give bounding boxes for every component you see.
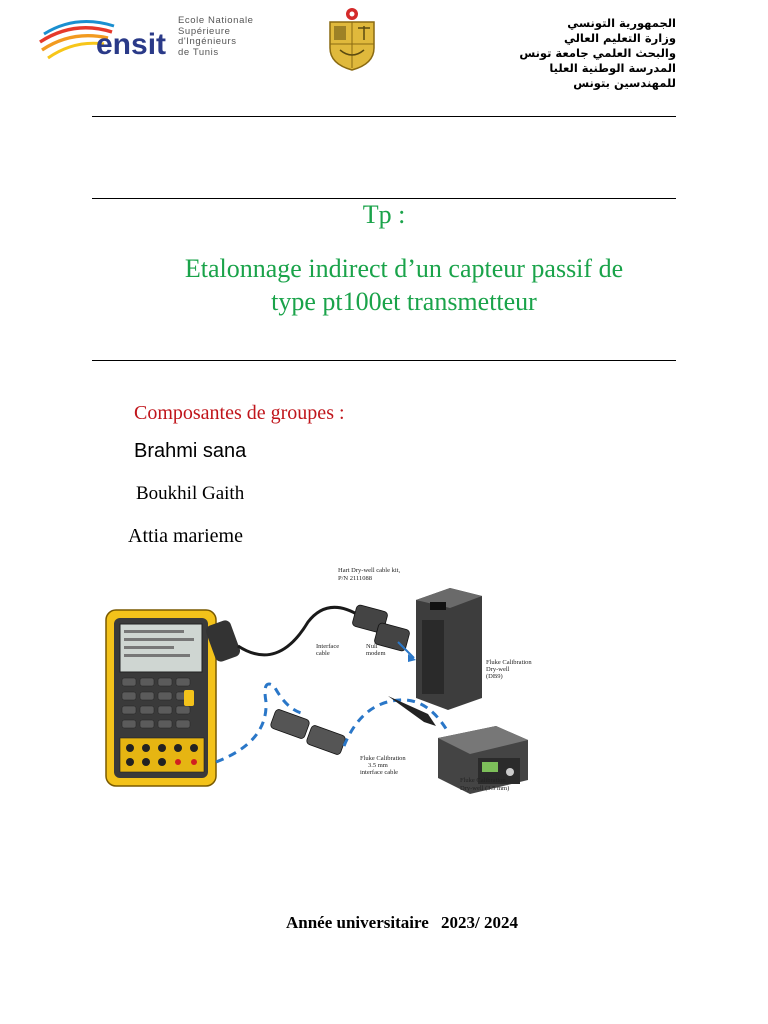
academic-year <box>0 913 768 933</box>
group-member: Brahmi sana <box>134 440 247 462</box>
school-line: Supérieure <box>178 25 231 37</box>
ensit-logo <box>36 12 176 72</box>
arabic-line: الجمهورية التونسي <box>567 16 676 30</box>
figure-label: Fluke Calibration <box>360 755 406 762</box>
title-line: Etalonnage indirect d’un capteur passif de <box>184 254 624 283</box>
tp-heading: Tp : <box>362 200 406 229</box>
title-line: type pt100et transmetteur <box>271 287 537 316</box>
figure-label: P/N 2111088 <box>338 575 373 582</box>
arabic-line: المدرسة الوطنية العليا <box>549 61 676 75</box>
figure-label: Fluke Calibration <box>460 777 506 784</box>
calibration-setup-illustration <box>98 562 558 810</box>
school-name <box>178 16 254 58</box>
figure-label: interface cable <box>360 769 399 776</box>
school-line: Ecole Nationale <box>178 15 254 26</box>
calibrator-device-icon <box>106 610 216 786</box>
dry-well-db9-icon <box>416 588 482 710</box>
group-heading: Composantes de groupes : <box>134 402 345 424</box>
arabic-line: والبحث العلمي جامعة تونس <box>519 46 676 60</box>
figure-label: Interface <box>316 643 340 650</box>
school-line: de Tunis <box>178 46 219 58</box>
group-member: Boukhil Gaith <box>136 483 245 504</box>
year-value: 2023/ 2024 <box>441 913 518 932</box>
figure-label: 3.5 mm <box>368 762 388 769</box>
figure-label: Dry-well <box>486 666 510 673</box>
arabic-header <box>519 16 676 91</box>
figure-label: modem <box>366 650 386 657</box>
divider <box>92 116 676 117</box>
figure-label: Null <box>366 643 378 650</box>
year-label: Année universitaire <box>286 913 429 932</box>
figure-label: Fluke Calibration <box>486 659 532 666</box>
arabic-line: وزارة التعليم العالي <box>563 31 676 45</box>
coat-of-arms-icon <box>326 4 378 74</box>
group-member: Attia marieme <box>128 525 243 547</box>
figure-label: Dry-well (3.5 mm) <box>460 785 510 792</box>
school-line: d'Ingénieurs <box>178 36 237 47</box>
figure-label: cable <box>316 650 330 657</box>
arabic-line: للمهندسين بتونس <box>573 76 676 90</box>
divider <box>92 360 676 361</box>
divider <box>92 198 676 199</box>
figure-label: Hart Dry-well cable kit, <box>338 567 401 574</box>
svg-text:ensit: ensit <box>96 28 167 61</box>
figure-label: (DB9) <box>486 673 503 680</box>
page-title <box>60 252 748 318</box>
